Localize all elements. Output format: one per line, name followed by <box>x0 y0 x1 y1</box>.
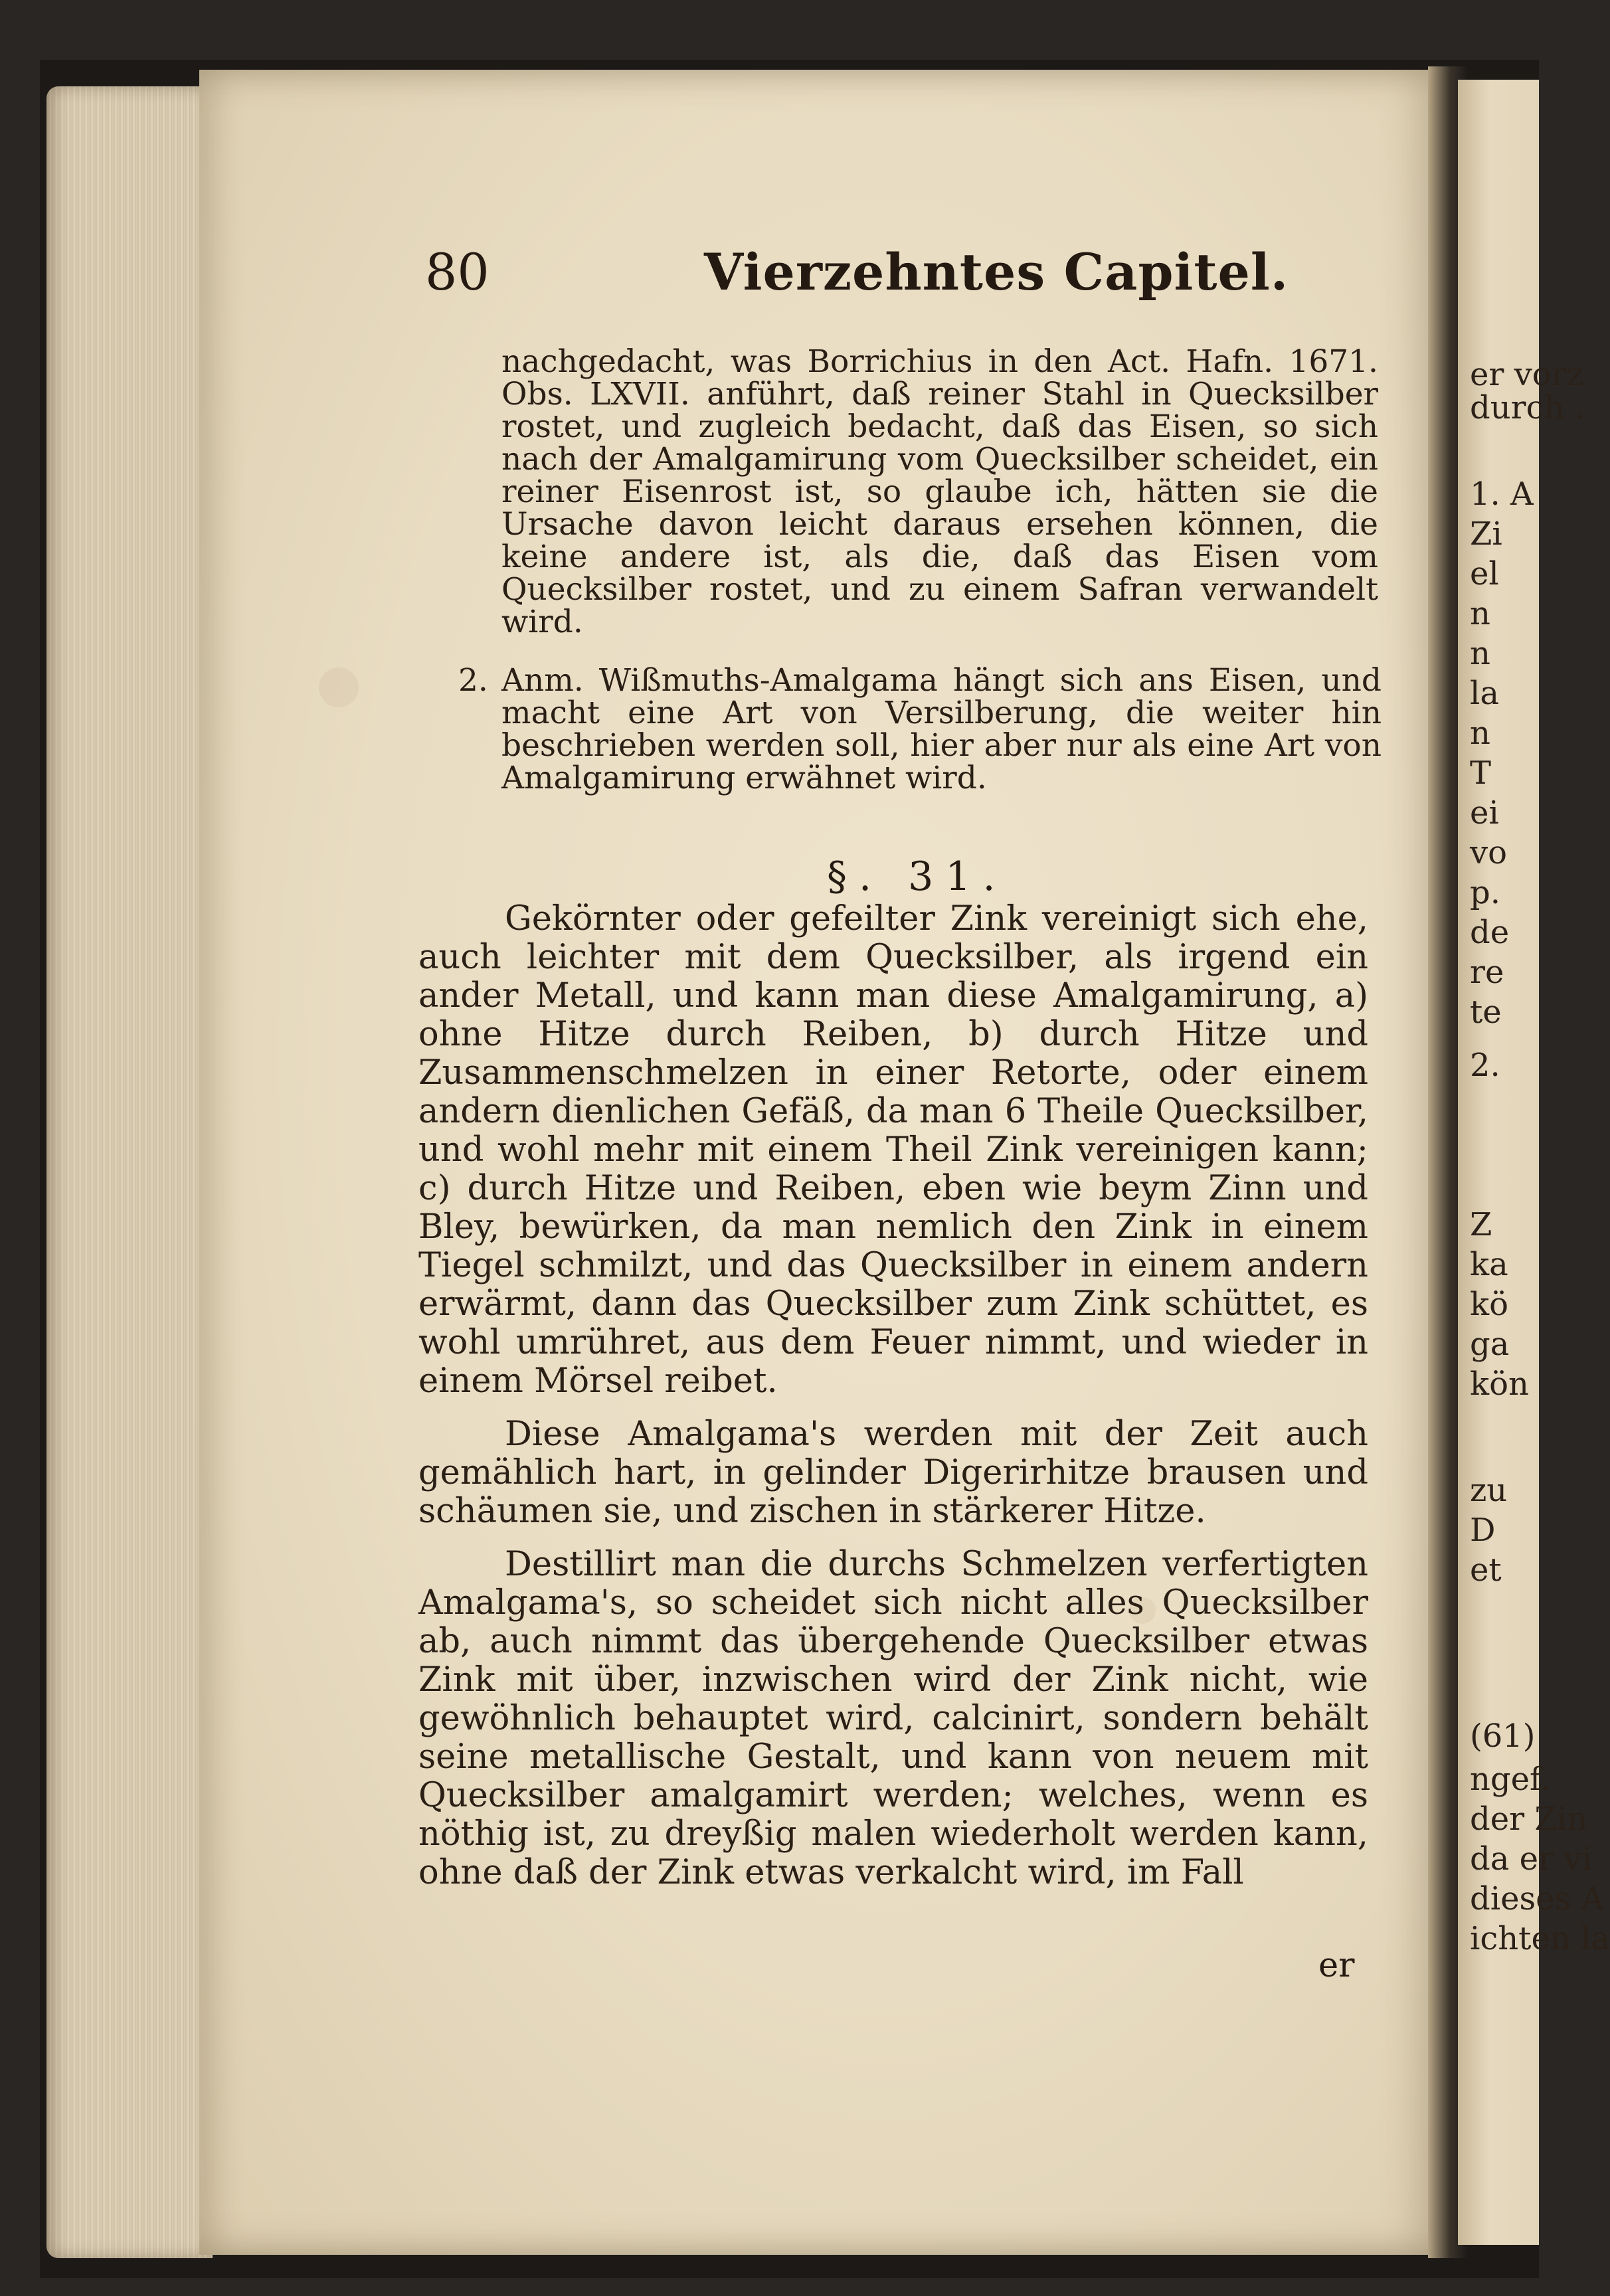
next-page-fragment: kö <box>1470 1286 1508 1323</box>
next-page-fragment: D <box>1470 1512 1496 1549</box>
paragraph: Diese Amalgama's werden mit der Zeit auch gemählich hart, in gelinder Digerirhitze brausen und schäumen sie, und zischen in stärkerer Hitze. <box>418 1415 1368 1531</box>
next-page-fragment: te <box>1470 994 1502 1031</box>
page-number: 80 <box>425 242 490 302</box>
next-page-fragment: durch . <box>1470 389 1585 426</box>
footnote-continuation <box>501 345 1378 638</box>
next-page-fragment: et <box>1470 1551 1502 1589</box>
main-text <box>418 900 1368 1907</box>
paragraph: Destillirt man die durchs Schmelzen verfertigten Amalgama's, so scheidet sich nicht alles Quecksilber ab, auch nimmt das übergehende Quecksilber etwas Zink mit über, inzwischen wird der Zink nicht, wie gewöhnlich behauptet wird, calcinirt, sondern behält seine metallische Gestalt, und kann von neuem mit Quecksilber amalgamirt werden; welches, wenn es nöthig ist, zu dreyßig malen wiederholt werden kann, ohne daß der Zink etwas verkalcht wird, im Fall <box>418 1545 1368 1892</box>
paragraph: Gekörnter oder gefeilter Zink vereinigt sich ehe, auch leichter mit dem Quecksilber, als irgend ein ander Metall, und kann man diese Amalgamirung, a) ohne Hitze durch Reiben, b) durch Hitze und Zusammenschmelzen in einer Retorte, oder einem andern dienlichen Gefäß, da man 6 Theile Quecksilber, und wohl mehr mit einem Theil Zink vereinigen kann; c) durch Hitze und Reiben, eben wie beym Zinn und Bley, bewürken, da man nemlich den Zink in einem Tiegel schmilzt, und das Quecksilber in einem andern erwärmt, dann das Quecksilber zum Zink schüttet, es wohl umrühret, aus dem Feuer nimmt, und wieder in einem Mörsel reibet. <box>418 899 1368 1401</box>
next-page-fragment: dieses A <box>1470 1880 1605 1917</box>
next-page-fragment: la <box>1470 675 1499 712</box>
next-page-fragment: re <box>1470 954 1504 991</box>
next-page-fragment: Zi <box>1470 515 1502 553</box>
next-page-fragment: T <box>1470 754 1492 792</box>
footnote-text: nachgedacht, was Borrichius in den Act. Hafn. 1671. Obs. LXVII. anführt, daß reiner Stahl in Quecksilber rostet, und zugleich bedacht, daß das Eisen, so sich nach der Amalgamirung vom Quecksilber scheidet, ein reiner Eisenrost ist, so glaube ich, hätten sie die Ursache davon leicht daraus ersehen können, die keine andere ist, als die, daß das Eisen vom Quecksilber rostet, und zu einem Safran verwandelt wird. <box>501 343 1378 640</box>
next-page-fragment: er vorz <box>1470 356 1583 393</box>
next-page-fragment: ichten la <box>1470 1920 1610 1957</box>
next-page-fragment: zu <box>1470 1472 1508 1509</box>
next-page-fragment: ngef. <box>1470 1761 1551 1798</box>
paper-stain <box>319 667 359 707</box>
next-page-fragment: n <box>1470 635 1490 672</box>
next-page-fragment: vo <box>1470 834 1508 871</box>
running-title: Vierzehntes Capitel. <box>704 242 1289 302</box>
next-page-fragment: Z <box>1470 1206 1492 1243</box>
next-page-fragment: der Zin <box>1470 1801 1587 1838</box>
next-page-fragment: ei <box>1470 794 1499 832</box>
section-heading: §. 31. <box>827 853 1008 900</box>
next-page-fragment: 2. <box>1470 1047 1500 1084</box>
next-page-fragment: ga <box>1470 1326 1510 1363</box>
next-page-fragment: ka <box>1470 1246 1508 1283</box>
next-page-fragment: el <box>1470 555 1499 592</box>
next-page-fragment: de <box>1470 914 1510 951</box>
next-page-fragment: da er vi <box>1470 1840 1592 1878</box>
footnote-text: Anm. Wißmuths-Amalgama hängt sich ans Eisen, und macht eine Art von Versilberung, die weiter hin beschrieben werden soll, hier aber nur als eine Art von Amalgamirung erwähnet wird. <box>501 662 1382 796</box>
next-page-fragment: n <box>1470 715 1490 752</box>
next-page-fragment: n <box>1470 595 1490 632</box>
page-header <box>425 242 1421 309</box>
next-page-fragment: p. <box>1470 874 1500 911</box>
page-edges <box>46 86 213 2258</box>
next-page-fragment: 1. A <box>1470 476 1534 513</box>
footnote-number: 2. <box>458 662 488 699</box>
next-page-fragment: kön <box>1470 1366 1529 1403</box>
catchword: er <box>1318 1946 1355 1985</box>
next-page-edge <box>1458 80 1610 2245</box>
next-page-fragment: (61) <box>1470 1718 1536 1755</box>
